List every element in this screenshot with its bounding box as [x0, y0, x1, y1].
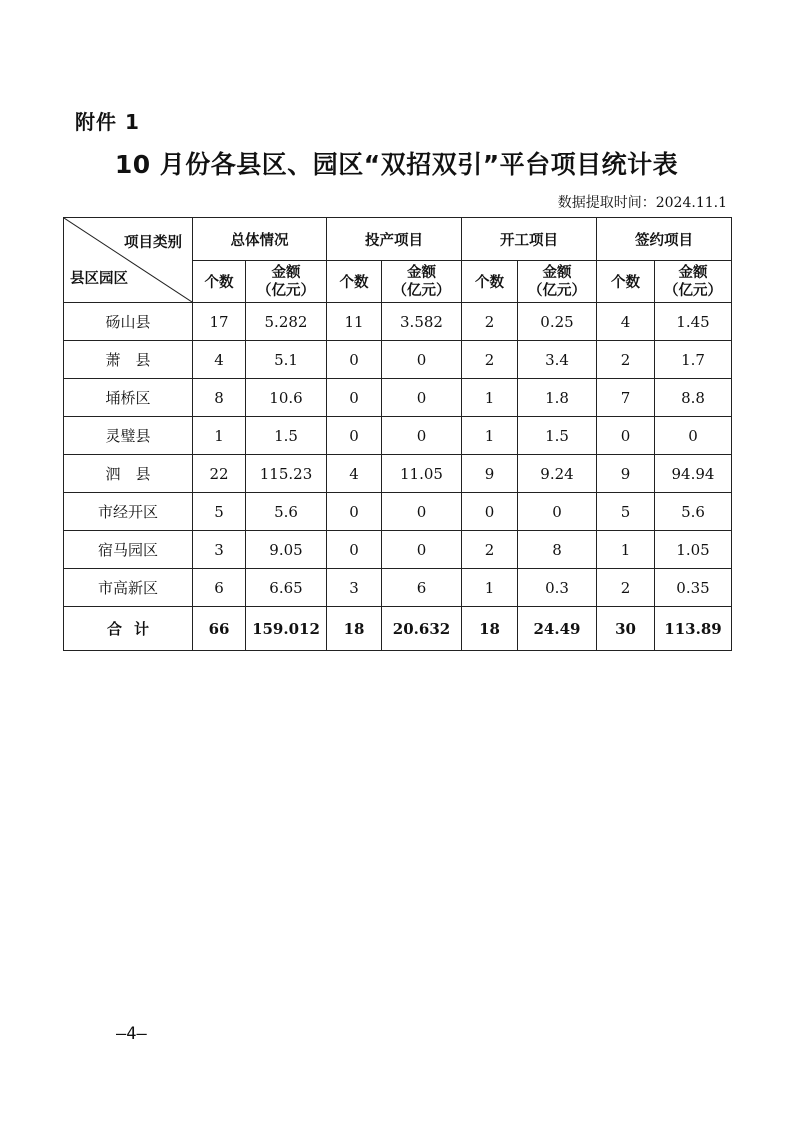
signed-amount-cell: 5.6: [655, 493, 732, 531]
table-row: [64, 531, 732, 569]
amount-unit: （亿元）: [664, 282, 722, 299]
corner-category-label: 项目类别: [124, 235, 182, 251]
corner-district-label: 县区园区: [70, 271, 128, 287]
extraction-time: 数据提取时间：2024.11.1: [557, 195, 727, 211]
overall-count-cell: 1: [193, 417, 246, 455]
signed-count-cell: 1: [597, 531, 655, 569]
district-name-cell: 埇桥区: [64, 379, 193, 417]
production-count-cell: 11: [327, 303, 382, 341]
document-title: 10 月份各县区、园区“双招双引”平台项目统计表: [114, 150, 679, 179]
overall-count-cell: 6: [193, 569, 246, 607]
subheader-amount: [382, 261, 462, 303]
production-count-cell: 0: [327, 417, 382, 455]
production-amount-cell: 6: [382, 569, 462, 607]
district-name-cell: 市高新区: [64, 569, 193, 607]
corner-header-cell: [64, 218, 193, 303]
subheader-count: 个数: [327, 261, 382, 303]
table-row: [64, 569, 732, 607]
production-count-cell: 0: [327, 531, 382, 569]
district-name-cell: 泗 县: [64, 455, 193, 493]
subheader-count: 个数: [597, 261, 655, 303]
statistics-table: [63, 217, 732, 651]
signed-count-cell: 30: [597, 607, 655, 651]
production-amount-cell: 0: [382, 493, 462, 531]
signed-count-cell: 9: [597, 455, 655, 493]
construction-amount-cell: 1.8: [518, 379, 597, 417]
construction-count-cell: 9: [462, 455, 518, 493]
production-count-cell: 4: [327, 455, 382, 493]
subheader-amount: [246, 261, 327, 303]
construction-count-cell: 2: [462, 303, 518, 341]
signed-count-cell: 5: [597, 493, 655, 531]
construction-amount-cell: 0.25: [518, 303, 597, 341]
subheader-amount: [518, 261, 597, 303]
production-amount-cell: 11.05: [382, 455, 462, 493]
amount-unit: （亿元）: [392, 282, 451, 299]
construction-amount-cell: 0.3: [518, 569, 597, 607]
amount-unit: （亿元）: [257, 282, 315, 299]
production-count-cell: 0: [327, 341, 382, 379]
production-amount-cell: 20.632: [382, 607, 462, 651]
production-count-cell: 3: [327, 569, 382, 607]
construction-amount-cell: 24.49: [518, 607, 597, 651]
amount-unit: （亿元）: [528, 282, 586, 299]
overall-count-cell: 66: [193, 607, 246, 651]
header-row-groups: [64, 218, 732, 261]
group-header-production: 投产项目: [327, 218, 462, 261]
overall-amount-cell: 5.1: [246, 341, 327, 379]
signed-amount-cell: 1.7: [655, 341, 732, 379]
overall-amount-cell: 115.23: [246, 455, 327, 493]
signed-amount-cell: 0.35: [655, 569, 732, 607]
signed-amount-cell: 113.89: [655, 607, 732, 651]
overall-count-cell: 8: [193, 379, 246, 417]
signed-amount-cell: 8.8: [655, 379, 732, 417]
overall-count-cell: 4: [193, 341, 246, 379]
production-count-cell: 18: [327, 607, 382, 651]
district-name-cell: 宿马园区: [64, 531, 193, 569]
construction-count-cell: 18: [462, 607, 518, 651]
overall-amount-cell: 159.012: [246, 607, 327, 651]
attachment-label: 附件 1: [75, 110, 140, 134]
signed-amount-cell: 94.94: [655, 455, 732, 493]
construction-count-cell: 2: [462, 531, 518, 569]
table-row: [64, 341, 732, 379]
group-header-overall: 总体情况: [193, 218, 327, 261]
group-header-signed: 签约项目: [597, 218, 732, 261]
amount-label: 金额: [407, 264, 436, 281]
construction-amount-cell: 9.24: [518, 455, 597, 493]
production-amount-cell: 0: [382, 379, 462, 417]
production-amount-cell: 0: [382, 417, 462, 455]
district-name-cell: 合计: [64, 607, 193, 651]
production-count-cell: 0: [327, 379, 382, 417]
signed-count-cell: 2: [597, 341, 655, 379]
amount-label: 金额: [678, 264, 708, 281]
signed-count-cell: 2: [597, 569, 655, 607]
overall-amount-cell: 5.6: [246, 493, 327, 531]
construction-count-cell: 2: [462, 341, 518, 379]
table-row: [64, 417, 732, 455]
subheader-count: 个数: [193, 261, 246, 303]
table-row: [64, 379, 732, 417]
overall-count-cell: 17: [193, 303, 246, 341]
total-row: [64, 607, 732, 651]
signed-amount-cell: 0: [655, 417, 732, 455]
group-header-construction: 开工项目: [462, 218, 597, 261]
overall-count-cell: 3: [193, 531, 246, 569]
table-body: [64, 303, 732, 651]
signed-amount-cell: 1.45: [655, 303, 732, 341]
construction-count-cell: 0: [462, 493, 518, 531]
production-count-cell: 0: [327, 493, 382, 531]
table-row: [64, 493, 732, 531]
overall-amount-cell: 5.282: [246, 303, 327, 341]
signed-count-cell: 0: [597, 417, 655, 455]
construction-count-cell: 1: [462, 417, 518, 455]
overall-amount-cell: 6.65: [246, 569, 327, 607]
subheader-amount: [655, 261, 732, 303]
signed-count-cell: 4: [597, 303, 655, 341]
amount-label: 金额: [271, 264, 301, 281]
construction-count-cell: 1: [462, 569, 518, 607]
construction-amount-cell: 1.5: [518, 417, 597, 455]
production-amount-cell: 3.582: [382, 303, 462, 341]
construction-count-cell: 1: [462, 379, 518, 417]
amount-label: 金额: [542, 264, 572, 281]
page-number: —4—: [116, 1024, 147, 1044]
overall-amount-cell: 9.05: [246, 531, 327, 569]
overall-count-cell: 5: [193, 493, 246, 531]
table-row: [64, 303, 732, 341]
overall-amount-cell: 10.6: [246, 379, 327, 417]
signed-count-cell: 7: [597, 379, 655, 417]
production-amount-cell: 0: [382, 531, 462, 569]
construction-amount-cell: 3.4: [518, 341, 597, 379]
signed-amount-cell: 1.05: [655, 531, 732, 569]
construction-amount-cell: 0: [518, 493, 597, 531]
district-name-cell: 萧 县: [64, 341, 193, 379]
table-row: [64, 455, 732, 493]
overall-amount-cell: 1.5: [246, 417, 327, 455]
district-name-cell: 市经开区: [64, 493, 193, 531]
district-name-cell: 灵璧县: [64, 417, 193, 455]
subheader-count: 个数: [462, 261, 518, 303]
production-amount-cell: 0: [382, 341, 462, 379]
district-name-cell: 砀山县: [64, 303, 193, 341]
construction-amount-cell: 8: [518, 531, 597, 569]
overall-count-cell: 22: [193, 455, 246, 493]
